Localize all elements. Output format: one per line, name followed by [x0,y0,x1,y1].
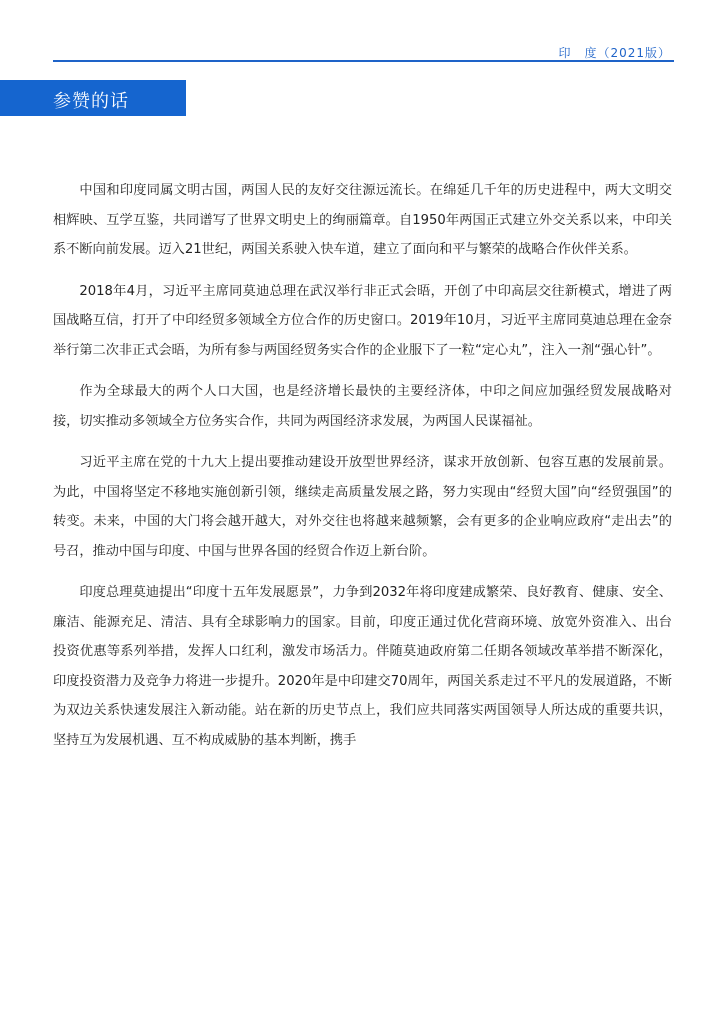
body-text [53,176,672,767]
running-header-title: 印 度（2021版） [558,46,671,60]
section-title-banner [0,80,186,116]
paragraph-4: 习近平主席在党的十九大上提出要推动建设开放型世界经济，谋求开放创新、包容互惠的发展前景。为此，中国将坚定不移地实施创新引领，继续走高质量发展之路，努力实现由“经贸大国”向“经贸强国”的转变。未来，中国的大门将会越开越大，对外交往也将越来越频繁，会有更多的企业响应政府“走出去”的号召，推动中国与印度、中国与世界各国的经贸合作迈上新台阶。 [53,455,672,559]
header-rule [53,60,674,62]
paragraph-5: 印度总理莫迪提出“印度十五年发展愿景”，力争到2032年将印度建成繁荣、良好教育、健康、安全、廉洁、能源充足、清洁、具有全球影响力的国家。目前，印度正通过优化营商环境、放宽外资准入、出台投资优惠等系列举措，发挥人口红利，激发市场活力。伴随莫迪政府第二任期各领域改革举措不断深化，印度投资潜力及竞争力将进一步提升。2020年是中印建交70周年，两国关系走过不平凡的发展道路，不断为双边关系快速发展注入新动能。站在新的历史节点上，我们应共同落实两国领导人所达成的重要共识，坚持互为发展机遇、互不构成威胁的基本判断，携手 [53,585,672,748]
paragraph-1: 中国和印度同属文明古国，两国人民的友好交往源远流长。在绵延几千年的历史进程中，两大文明交相辉映、互学互鉴，共同谱写了世界文明史上的绚丽篇章。自1950年两国正式建立外交关系以来，中印关系不断向前发展。迈入21世纪，两国关系驶入快车道，建立了面向和平与繁荣的战略合作伙伴关系。 [53,183,672,257]
paragraph-2: 2018年4月，习近平主席同莫迪总理在武汉举行非正式会晤，开创了中印高层交往新模式，增进了两国战略互信，打开了中印经贸多领域全方位合作的历史窗口。2019年10月，习近平主席同莫迪总理在金奈举行第二次非正式会晤，为所有参与两国经贸务实合作的企业服下了一粒“定心丸”，注入一剂“强心针”。 [53,283,672,358]
paragraph-3: 作为全球最大的两个人口大国，也是经济增长最快的主要经济体，中印之间应加强经贸发展战略对接，切实推动多领域全方位务实合作，共同为两国经济求发展，为两国人民谋福祉。 [53,384,672,429]
section-title: 参赞的话 [53,91,129,112]
